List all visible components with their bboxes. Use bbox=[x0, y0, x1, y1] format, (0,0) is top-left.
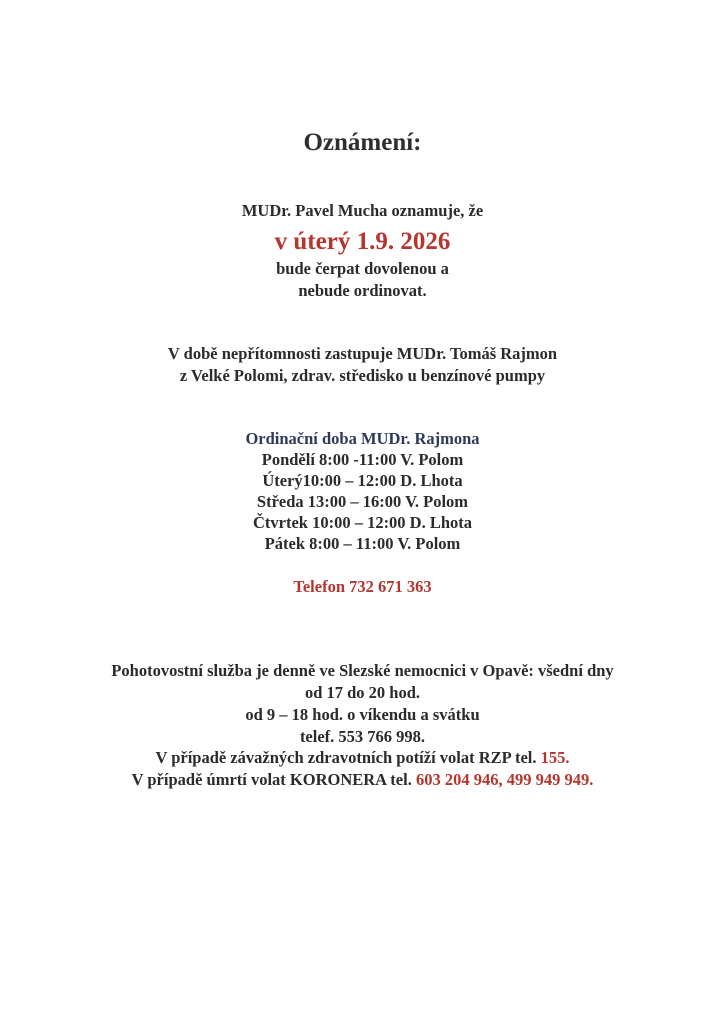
notice-title: Oznámení: bbox=[303, 129, 422, 156]
office-hours-row: Středa 13:00 – 16:00 V. Polom bbox=[256, 492, 469, 511]
substitute-doctor-line: V době nepřítomnosti zastupuje MUDr. Tomáš Rajmon bbox=[167, 344, 558, 363]
absence-date: v úterý 1.9. 2026 bbox=[274, 228, 451, 255]
office-hours-row: Čtvrtek 10:00 – 12:00 D. Lhota bbox=[252, 513, 473, 532]
coroner-text: V případě úmrtí volat KORONERA tel. bbox=[131, 770, 416, 789]
office-hours-heading: Ordinační doba MUDr. Rajmona bbox=[245, 429, 480, 448]
coroner-line bbox=[0, 772, 725, 789]
substitute-phone: Telefon 732 671 363 bbox=[293, 577, 432, 596]
vacation-line: bude čerpat dovolenou a bbox=[276, 259, 449, 278]
emergency-service-line: Pohotovostní služba je denně ve Slezské nemocnici v Opavě: všední dny bbox=[111, 661, 614, 680]
office-hours-row: Pátek 8:00 – 11:00 V. Polom bbox=[264, 534, 461, 553]
ambulance-text: V případě závažných zdravotních potíží volat RZP tel. bbox=[155, 748, 541, 767]
ambulance-line bbox=[0, 750, 725, 767]
coroner-numbers: 603 204 946, 499 949 949. bbox=[415, 770, 594, 789]
office-hours-row: Úterý10:00 – 12:00 D. Lhota bbox=[262, 471, 463, 490]
emergency-weekend-hours: od 9 – 18 hod. o víkendu a svátku bbox=[245, 705, 480, 724]
emergency-phone: telef. 553 766 998. bbox=[299, 727, 426, 746]
no-office-hours-line: nebude ordinovat. bbox=[298, 281, 427, 300]
emergency-weekday-hours: od 17 do 20 hod. bbox=[304, 683, 421, 702]
substitute-location-line: z Velké Polomi, zdrav. středisko u benzínové pumpy bbox=[179, 366, 546, 385]
announcement-line: MUDr. Pavel Mucha oznamuje, že bbox=[241, 201, 484, 220]
ambulance-number: 155. bbox=[540, 748, 570, 767]
office-hours-row: Pondělí 8:00 -11:00 V. Polom bbox=[261, 450, 464, 469]
